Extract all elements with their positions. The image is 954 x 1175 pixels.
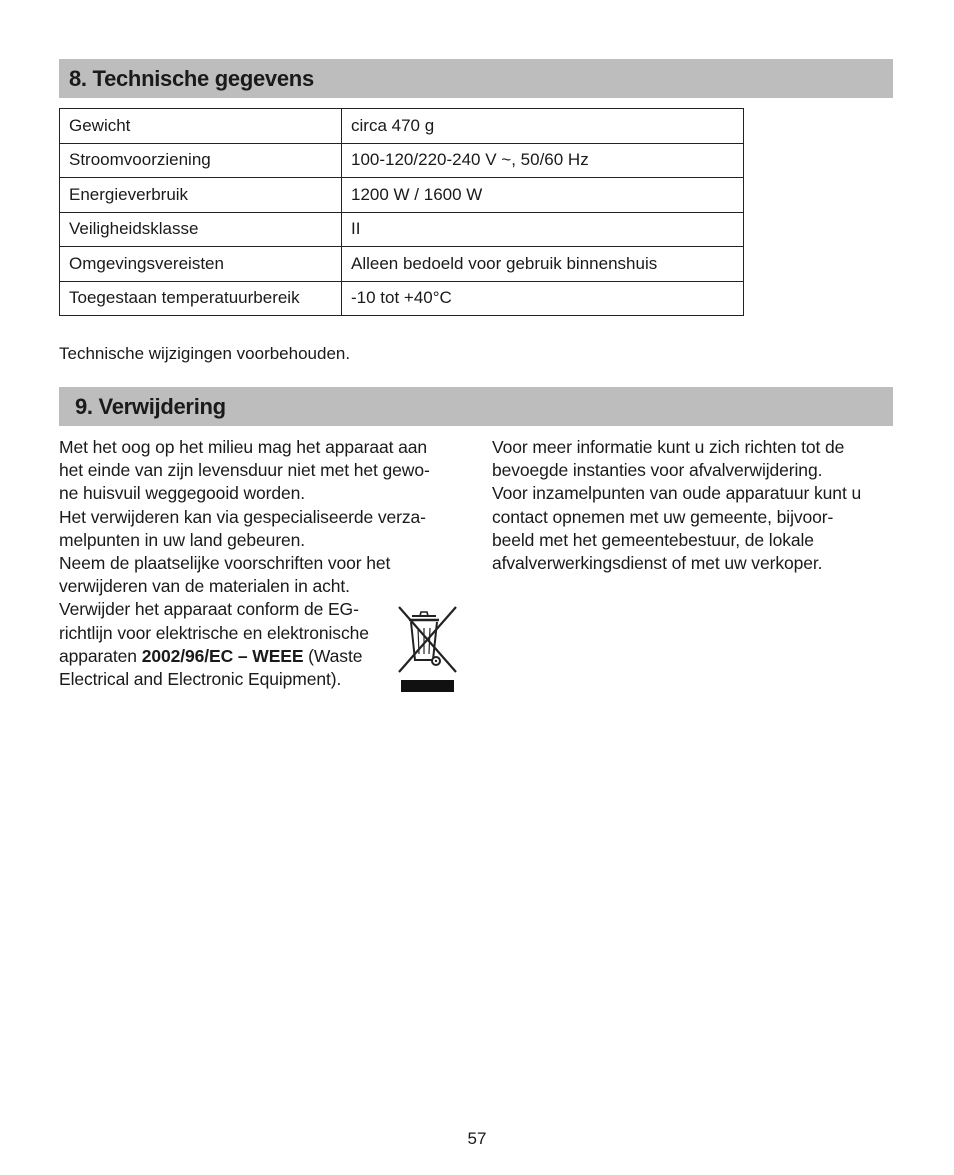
- table-row: [60, 178, 744, 213]
- table-row: [60, 247, 744, 282]
- spec-value: -10 tot +40°C: [342, 281, 744, 316]
- spec-label: Toegestaan temperatuurbereik: [60, 281, 342, 316]
- technical-specs-table: [59, 108, 744, 316]
- technical-changes-note: Technische wijzigingen voorbehouden.: [59, 344, 351, 363]
- crossed-out-wheelie-bin-icon: [396, 604, 458, 694]
- spec-value: 1200 W / 1600 W: [342, 178, 744, 213]
- table-row: [60, 281, 744, 316]
- section-9-header: [59, 387, 893, 426]
- page-number: 57: [467, 1129, 487, 1148]
- spec-value: Alleen bedoeld voor gebruik binnenshuis: [342, 247, 744, 282]
- spec-label: Veiligheidsklasse: [60, 212, 342, 247]
- directive-suffix: (Waste: [303, 645, 363, 666]
- text-line: contact opnemen met uw gemeente, bijvoor-: [492, 506, 834, 527]
- table-row: [60, 143, 744, 178]
- directive-prefix: apparaten: [59, 645, 142, 666]
- disposal-text-right: [492, 436, 897, 575]
- text-line: Het verwijderen kan via gespecialiseerde verza-: [59, 506, 426, 527]
- text-line: Voor inzamelpunten van oude apparatuur kunt u: [492, 483, 862, 504]
- section-8-title: 8. Technische gegevens: [69, 66, 314, 91]
- table-row: [60, 109, 744, 144]
- text-line: beeld met het gemeentebestuur, de lokale: [492, 529, 814, 550]
- text-line: verwijderen van de materialen in acht.: [59, 576, 350, 597]
- spec-label: Stroomvoorziening: [60, 143, 342, 178]
- text-line: bevoegde instanties voor afvalverwijdering.: [492, 460, 823, 481]
- text-line: Verwijder het apparaat conform de EG-: [59, 599, 359, 620]
- spec-label: Energieverbruik: [60, 178, 342, 213]
- spec-value: II: [342, 212, 744, 247]
- spec-value: circa 470 g: [342, 109, 744, 144]
- spec-label: Omgevingsvereisten: [60, 247, 342, 282]
- section-9-title: 9. Verwijdering: [75, 394, 226, 419]
- text-line: richtlijn voor elektrische en elektronische: [59, 622, 369, 643]
- spec-label: Gewicht: [60, 109, 342, 144]
- table-row: [60, 212, 744, 247]
- text-line: het einde van zijn levensduur niet met het gewo-: [59, 460, 430, 481]
- text-line: Voor meer informatie kunt u zich richten tot de: [492, 437, 845, 457]
- text-line: Neem de plaatselijke voorschriften voor het: [59, 553, 391, 574]
- text-line: afvalverwerkingsdienst of met uw verkoper.: [492, 553, 823, 574]
- text-line: melpunten in uw land gebeuren.: [59, 529, 306, 550]
- directive-code: 2002/96/EC – WEEE: [141, 645, 304, 666]
- spec-value: 100-120/220-240 V ~, 50/60 Hz: [342, 143, 744, 178]
- text-line: ne huisvuil weggegooid worden.: [59, 483, 306, 504]
- section-8-header: [59, 59, 893, 98]
- text-line: Met het oog op het milieu mag het apparaat aan: [59, 437, 428, 457]
- text-line: Electrical and Electronic Equipment).: [59, 669, 342, 690]
